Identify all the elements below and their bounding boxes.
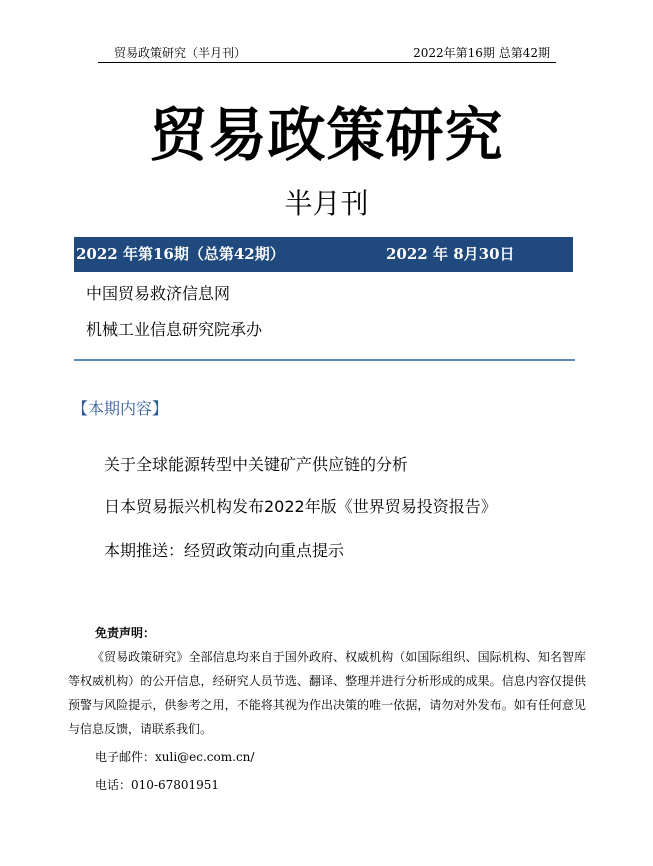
issue-date: 2022 年 8月30日 — [386, 245, 515, 263]
journal-subtitle: 半月刊 — [284, 187, 369, 220]
header-journal-name: 贸易政策研究（半月刊） — [114, 46, 247, 60]
header-issue-number: 2022年第16期 总第42期 — [413, 46, 550, 60]
journal-title: 贸易政策研究 — [149, 101, 504, 169]
disclaimer-title: 免责声明： — [95, 626, 156, 640]
contact-phone: 电话：010-67801951 — [95, 778, 220, 792]
contact-email: 电子邮件：xuli@ec.com.cn/ — [95, 750, 255, 764]
issue-bar — [74, 237, 573, 272]
publisher-name: 中国贸易救济信息网 — [86, 284, 231, 303]
publisher-organizer: 机械工业信息研究院承办 — [86, 320, 263, 339]
issue-number: 2022 年第16期（总第42期） — [76, 245, 285, 263]
running-header — [98, 44, 556, 63]
toc-item: 日本贸易振兴机构发布2022年版《世界贸易投资报告》 — [104, 497, 497, 516]
contents-heading: 【本期内容】 — [72, 399, 169, 418]
section-divider — [74, 359, 575, 361]
toc-item: 关于全球能源转型中关键矿产供应链的分析 — [104, 455, 409, 474]
disclaimer-body: 《贸易政策研究》全部信息均来自于国外政府、权威机构（如国际组织、国际机构、知名智库等权威机构）的公开信息，经研究人员节选、翻译、整理并进行分析形成的成果。信息内容仅提供预警与风险提示，供参考之用，不能将其视为作出决策的唯一依据，请勿对外发布。如有任何意见与信息反馈，请联系我们。 — [68, 650, 586, 736]
toc-item: 本期推送：经贸政策动向重点提示 — [104, 541, 345, 560]
